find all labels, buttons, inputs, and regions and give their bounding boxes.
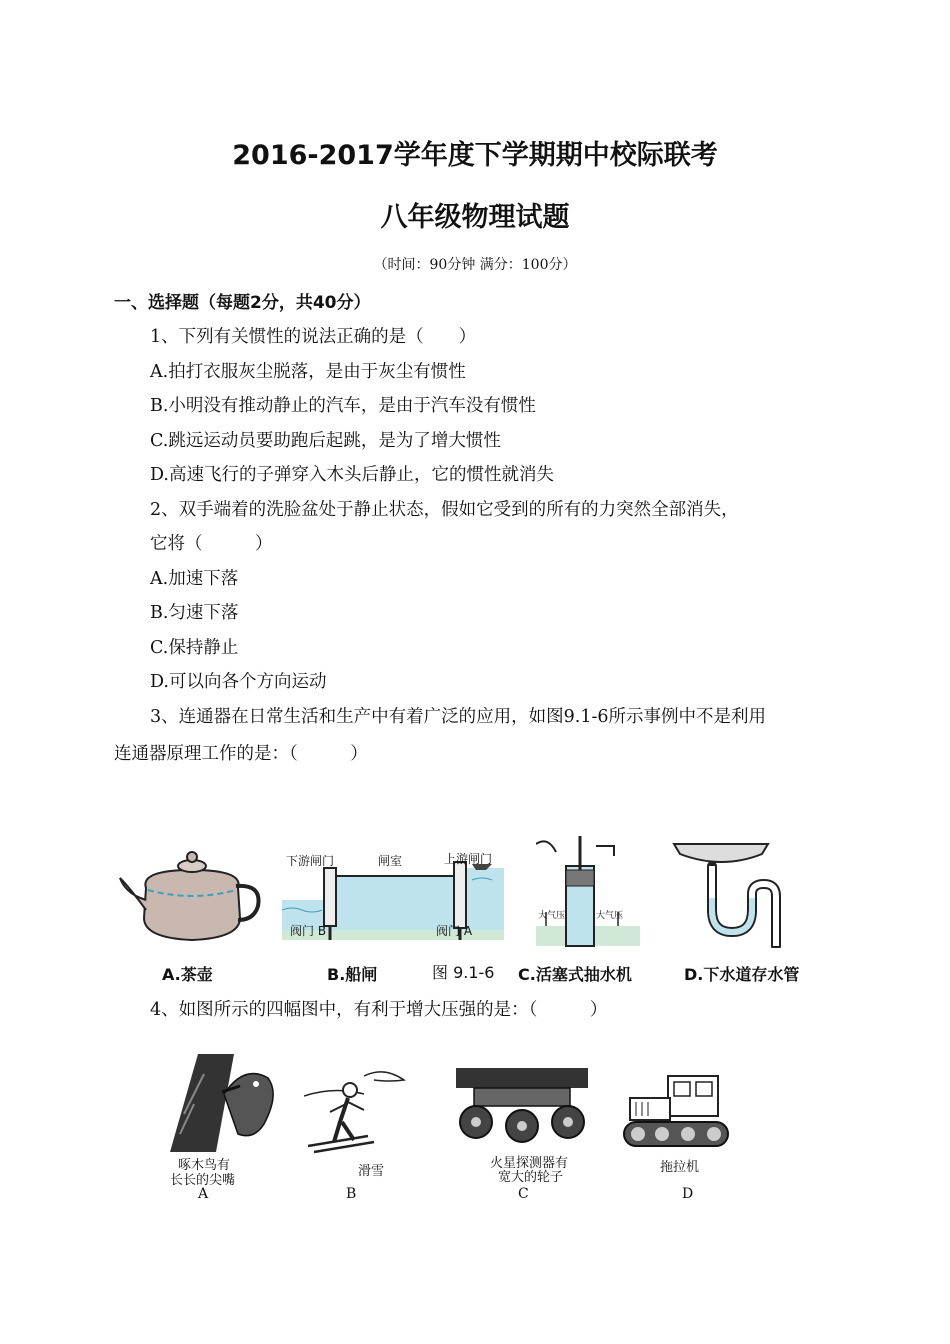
q4-caption-a-line2: 长长的尖嘴 bbox=[170, 1173, 236, 1188]
q3-caption-d: D.下水道存水管 bbox=[684, 965, 800, 984]
q2-stem-line2: 它将（ ） bbox=[150, 534, 273, 554]
pump-air-pressure-right: 大气压 bbox=[596, 911, 624, 921]
q3-figure-label: 图 9.1-6 bbox=[432, 963, 495, 982]
q1-option-d: D.高速飞行的子弹穿入木头后静止，它的惯性就消失 bbox=[150, 465, 554, 485]
q4-letter-d: D bbox=[682, 1186, 694, 1202]
q3-caption-c: C.活塞式抽水机 bbox=[518, 965, 632, 984]
lock-valve-b-label: 阀门 B bbox=[290, 924, 327, 938]
exam-title: 2016-2017学年度下学期期中校际联考 bbox=[232, 140, 718, 171]
skier-illustration bbox=[304, 1066, 416, 1156]
lock-valve-a-label: 阀门 A bbox=[436, 924, 473, 938]
q2-option-a: A.加速下落 bbox=[150, 569, 239, 589]
sink-trap-illustration bbox=[672, 840, 782, 948]
q4-caption-c-line1: 火星探测器有 bbox=[490, 1156, 569, 1171]
q4-caption-c-line2: 宽大的轮子 bbox=[498, 1170, 564, 1185]
q4-caption-a-line1: 啄木鸟有 bbox=[178, 1158, 231, 1173]
piston-pump-illustration bbox=[536, 836, 640, 948]
q3-stem-line1: 3、连通器在日常生活和生产中有着广泛的应用，如图9.1-6所示事例中不是利用 bbox=[150, 707, 767, 727]
q2-option-b: B.匀速下落 bbox=[150, 603, 239, 623]
q4-letter-a: A bbox=[198, 1186, 209, 1202]
exam-subtitle-title: 八年级物理试题 bbox=[380, 202, 570, 233]
teapot-illustration bbox=[116, 848, 266, 948]
q3-caption-b: B.船闸 bbox=[327, 965, 378, 984]
lock-chamber-label: 闸室 bbox=[378, 854, 403, 868]
lock-downstream-gate-label: 下游闸门 bbox=[286, 854, 335, 868]
q1-option-c: C.跳远运动员要助跑后起跳，是为了增大惯性 bbox=[150, 431, 501, 451]
q2-stem-line1: 2、双手端着的洗脸盆处于静止状态，假如它受到的所有的力突然全部消失， bbox=[150, 500, 739, 520]
lock-upstream-gate-label: 上游闸门 bbox=[444, 852, 493, 866]
section-heading: 一、选择题（每题2分，共40分） bbox=[114, 293, 371, 313]
mars-rover-illustration bbox=[450, 1064, 594, 1154]
woodpecker-illustration bbox=[164, 1054, 282, 1152]
q3-caption-a: A.茶壶 bbox=[162, 965, 213, 984]
pump-air-pressure-left: 大气压 bbox=[538, 911, 566, 921]
q1-stem: 1、下列有关惯性的说法正确的是（ ） bbox=[150, 327, 477, 347]
q2-option-d: D.可以向各个方向运动 bbox=[150, 672, 327, 692]
exam-time-info: （时间：90分钟 满分：100分） bbox=[373, 257, 577, 273]
q1-option-a: A.拍打衣服灰尘脱落，是由于灰尘有惯性 bbox=[150, 362, 466, 382]
q1-option-b: B.小明没有推动静止的汽车，是由于汽车没有惯性 bbox=[150, 396, 536, 416]
q2-option-c: C.保持静止 bbox=[150, 638, 239, 658]
q4-caption-b-line1: 滑雪 bbox=[358, 1164, 385, 1179]
q3-stem-line2: 连通器原理工作的是：（ ） bbox=[114, 744, 368, 764]
q4-caption-d-line1: 拖拉机 bbox=[660, 1160, 700, 1175]
tractor-illustration bbox=[622, 1074, 730, 1150]
q4-stem: 4、如图所示的四幅图中，有利于增大压强的是：（ ） bbox=[150, 1000, 608, 1020]
q4-letter-c: C bbox=[518, 1186, 529, 1202]
q4-letter-b: B bbox=[346, 1186, 357, 1202]
